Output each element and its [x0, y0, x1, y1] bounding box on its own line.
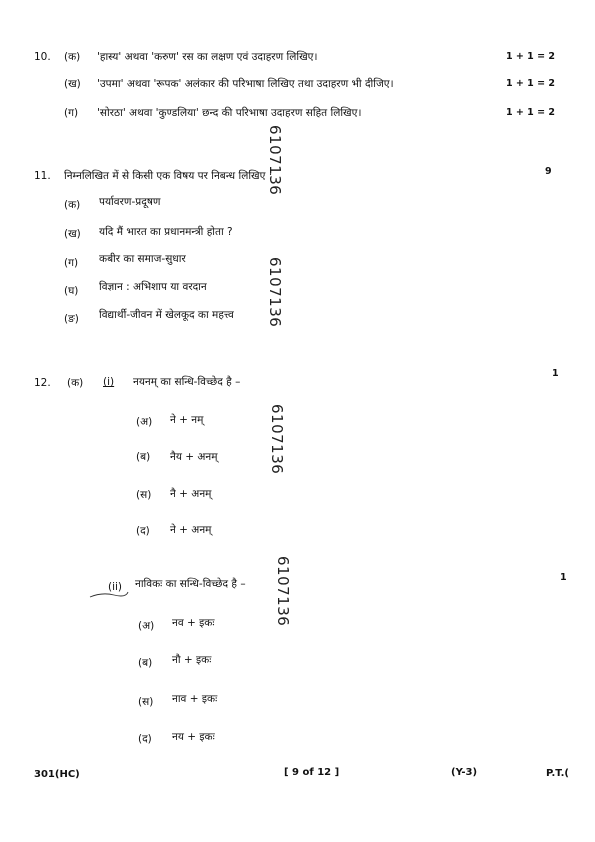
q12-sub1-option-b-label: (ब): [136, 451, 151, 463]
q12-number: 12.: [34, 377, 51, 389]
q12-sub1-marks: 1: [552, 368, 559, 379]
q12-sub2-option-c-text: नाव + इकः: [172, 693, 218, 705]
q10-part-b-marks: 1 + 1 = 2: [506, 78, 555, 89]
q12-sub2-text: नाविकः का सन्धि-विच्छेद है –: [135, 578, 246, 590]
q11-option-d-label: (घ): [64, 285, 79, 297]
q11-option-d-text: विज्ञान : अभिशाप या वरदान: [99, 281, 207, 293]
q12-sub2-option-b-label: (ब): [138, 657, 153, 669]
q10-part-a-marks: 1 + 1 = 2: [506, 51, 555, 62]
q12-sub1-option-c-label: (स): [136, 489, 152, 501]
q10-part-c-text: 'सोरठा' अथवा 'कुण्डलिया' छन्द की परिभाषा उदाहरण सहित लिखिए।: [97, 107, 362, 119]
q10-number: 10.: [34, 51, 51, 63]
q10-part-c-marks: 1 + 1 = 2: [506, 107, 555, 118]
q12-sub1-text: नयनम् का सन्धि-विच्छेद है –: [133, 376, 241, 388]
q10-part-b-text: 'उपमा' अथवा 'रूपक' अलंकार की परिभाषा लिखिए तथा उदाहरण भी दीजिए।: [97, 78, 394, 90]
q11-text: निम्नलिखित में से किसी एक विषय पर निबन्ध लिखिए :: [64, 170, 273, 182]
q10-part-a-label: (क): [64, 51, 81, 63]
serial-stamp-2: 6107136: [266, 257, 284, 328]
q12-part-label: (क): [67, 377, 84, 389]
q11-option-b-text: यदि मैं भारत का प्रधानमन्त्री होता ?: [99, 226, 233, 238]
q11-option-a-label: (क): [64, 199, 81, 211]
q10-part-c-label: (ग): [64, 107, 79, 119]
q11-option-c-label: (ग): [64, 257, 79, 269]
footer-pto: P.T.(: [546, 768, 569, 779]
q12-sub2-marks: 1: [560, 572, 567, 583]
footer-page-number: [ 9 of 12 ]: [284, 767, 340, 778]
q11-number: 11.: [34, 170, 51, 182]
q12-sub2-option-d-label: (द): [138, 733, 152, 745]
q12-sub1-option-d-text: ने + अनम्: [170, 524, 212, 536]
q11-marks: 9: [545, 166, 552, 177]
q12-sub2-option-a-text: नव + इकः: [172, 617, 215, 629]
q12-sub2-option-b-text: नौ + इकः: [172, 654, 212, 666]
q12-sub1-option-b-text: नैय + अनम्: [170, 451, 218, 463]
q12-sub2-label: (ii): [108, 581, 123, 593]
q12-sub1-label: (i): [103, 376, 115, 388]
footer-paper-code: 301(HC): [34, 769, 80, 780]
q11-option-b-label: (ख): [64, 228, 81, 240]
q12-sub1-option-a-label: (अ): [136, 416, 153, 428]
footer-series: (Y-3): [451, 767, 478, 778]
serial-stamp-3: 6107136: [268, 404, 286, 475]
q12-sub2-option-c-label: (स): [138, 696, 154, 708]
q12-sub1-option-d-label: (द): [136, 525, 150, 537]
q11-option-e-text: विद्यार्थी-जीवन में खेलकूद का महत्त्व: [99, 309, 234, 321]
q10-part-b-label: (ख): [64, 78, 81, 90]
q12-sub1-option-c-text: नै + अनम्: [170, 488, 212, 500]
q12-sub1-option-a-text: ने + नम्: [170, 414, 204, 426]
q11-option-a-text: पर्यावरण-प्रदूषण: [99, 196, 161, 208]
q11-option-e-label: (ङ): [64, 313, 79, 325]
q12-sub2-option-d-text: नय + इकः: [172, 731, 215, 743]
serial-stamp-4: 6107136: [274, 556, 292, 627]
q12-sub2-option-a-label: (अ): [138, 620, 155, 632]
q10-part-a-text: 'हास्य' अथवा 'करुण' रस का लक्षण एवं उदाहरण लिखिए।: [97, 51, 318, 63]
serial-stamp-1: 6107136: [266, 125, 284, 196]
q11-option-c-text: कबीर का समाज-सुधार: [99, 253, 186, 265]
